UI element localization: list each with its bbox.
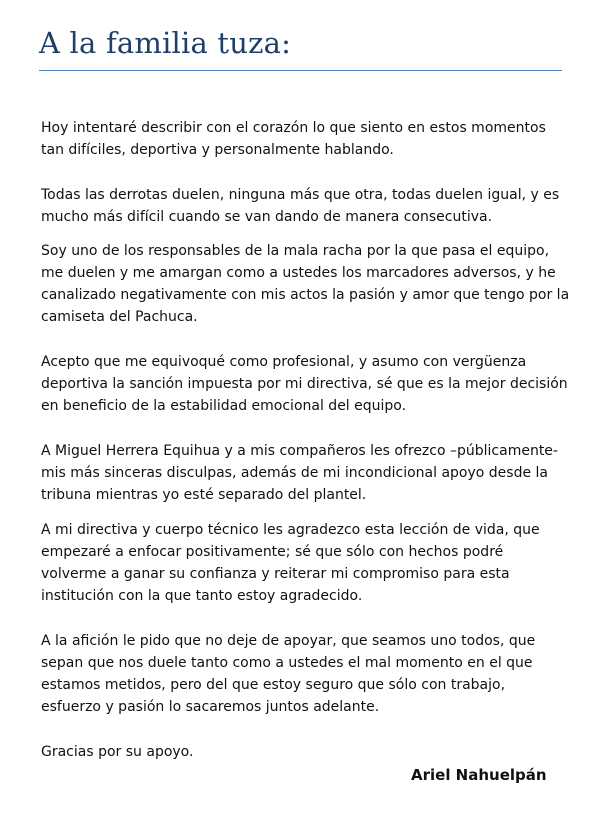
paragraph-defeats	[41, 184, 566, 228]
paragraph-line: A la afición le pido que no deje de apoyar, que seamos uno todos, que	[41, 633, 536, 649]
paragraph-line: tribuna mientras yo esté separado del plantel.	[41, 487, 367, 503]
paragraph-line: estamos metidos, pero del que estoy seguro que sólo con trabajo,	[41, 677, 506, 693]
paragraph-line: Acepto que me equivoqué como profesional, y asumo con vergüenza	[41, 354, 527, 370]
paragraph-intro	[41, 117, 566, 161]
paragraph-line: deportiva la sanción impuesta por mi directiva, sé que es la mejor decisión	[41, 376, 568, 392]
paragraph-line: mucho más difícil cuando se van dando de manera consecutiva.	[41, 209, 493, 225]
paragraph-gratitude	[41, 519, 566, 607]
paragraph-line: camiseta del Pachuca.	[41, 309, 198, 325]
paragraph-line: empezaré a enfocar positivamente; sé que sólo con hechos podré	[41, 544, 504, 560]
paragraph-line: A mi directiva y cuerpo técnico les agradezco esta lección de vida, que	[41, 522, 540, 538]
paragraph-responsibility	[41, 240, 570, 328]
paragraph-line: esfuerzo y pasión lo sacaremos juntos adelante.	[41, 699, 380, 715]
paragraph-line: tan difíciles, deportiva y personalmente hablando.	[41, 142, 394, 158]
letter-title: A la familia tuza:	[39, 26, 292, 60]
paragraph-line: A Miguel Herrera Equihua y a mis compañeros les ofrezco –públicamente-	[41, 443, 558, 459]
paragraph-line: Soy uno de los responsables de la mala racha por la que pasa el equipo,	[41, 243, 550, 259]
paragraph-line: institución con la que tanto estoy agradecido.	[41, 588, 363, 604]
paragraph-sanction	[41, 351, 566, 417]
paragraph-line: Gracias por su apoyo.	[41, 744, 194, 760]
signature-name: Ariel Nahuelpán	[411, 766, 547, 784]
paragraph-line: sepan que nos duele tanto como a ustedes el mal momento en el que	[41, 655, 533, 671]
paragraph-line: canalizado negativamente con mis actos la pasión y amor que tengo por la	[41, 287, 570, 303]
paragraph-line: me duelen y me amargan como a ustedes los marcadores adversos, y he	[41, 265, 556, 281]
paragraph-closing	[41, 741, 566, 763]
paragraph-fans	[41, 630, 566, 718]
paragraph-line: en beneficio de la estabilidad emocional del equipo.	[41, 398, 407, 414]
title-underline-rule	[39, 70, 562, 71]
paragraph-line: volverme a ganar su confianza y reiterar mi compromiso para esta	[41, 566, 510, 582]
paragraph-line: Todas las derrotas duelen, ninguna más que otra, todas duelen igual, y es	[41, 187, 560, 203]
paragraph-apology	[41, 440, 566, 506]
paragraph-line: mis más sinceras disculpas, además de mi incondicional apoyo desde la	[41, 465, 549, 481]
paragraph-line: Hoy intentaré describir con el corazón lo que siento en estos momentos	[41, 120, 546, 136]
